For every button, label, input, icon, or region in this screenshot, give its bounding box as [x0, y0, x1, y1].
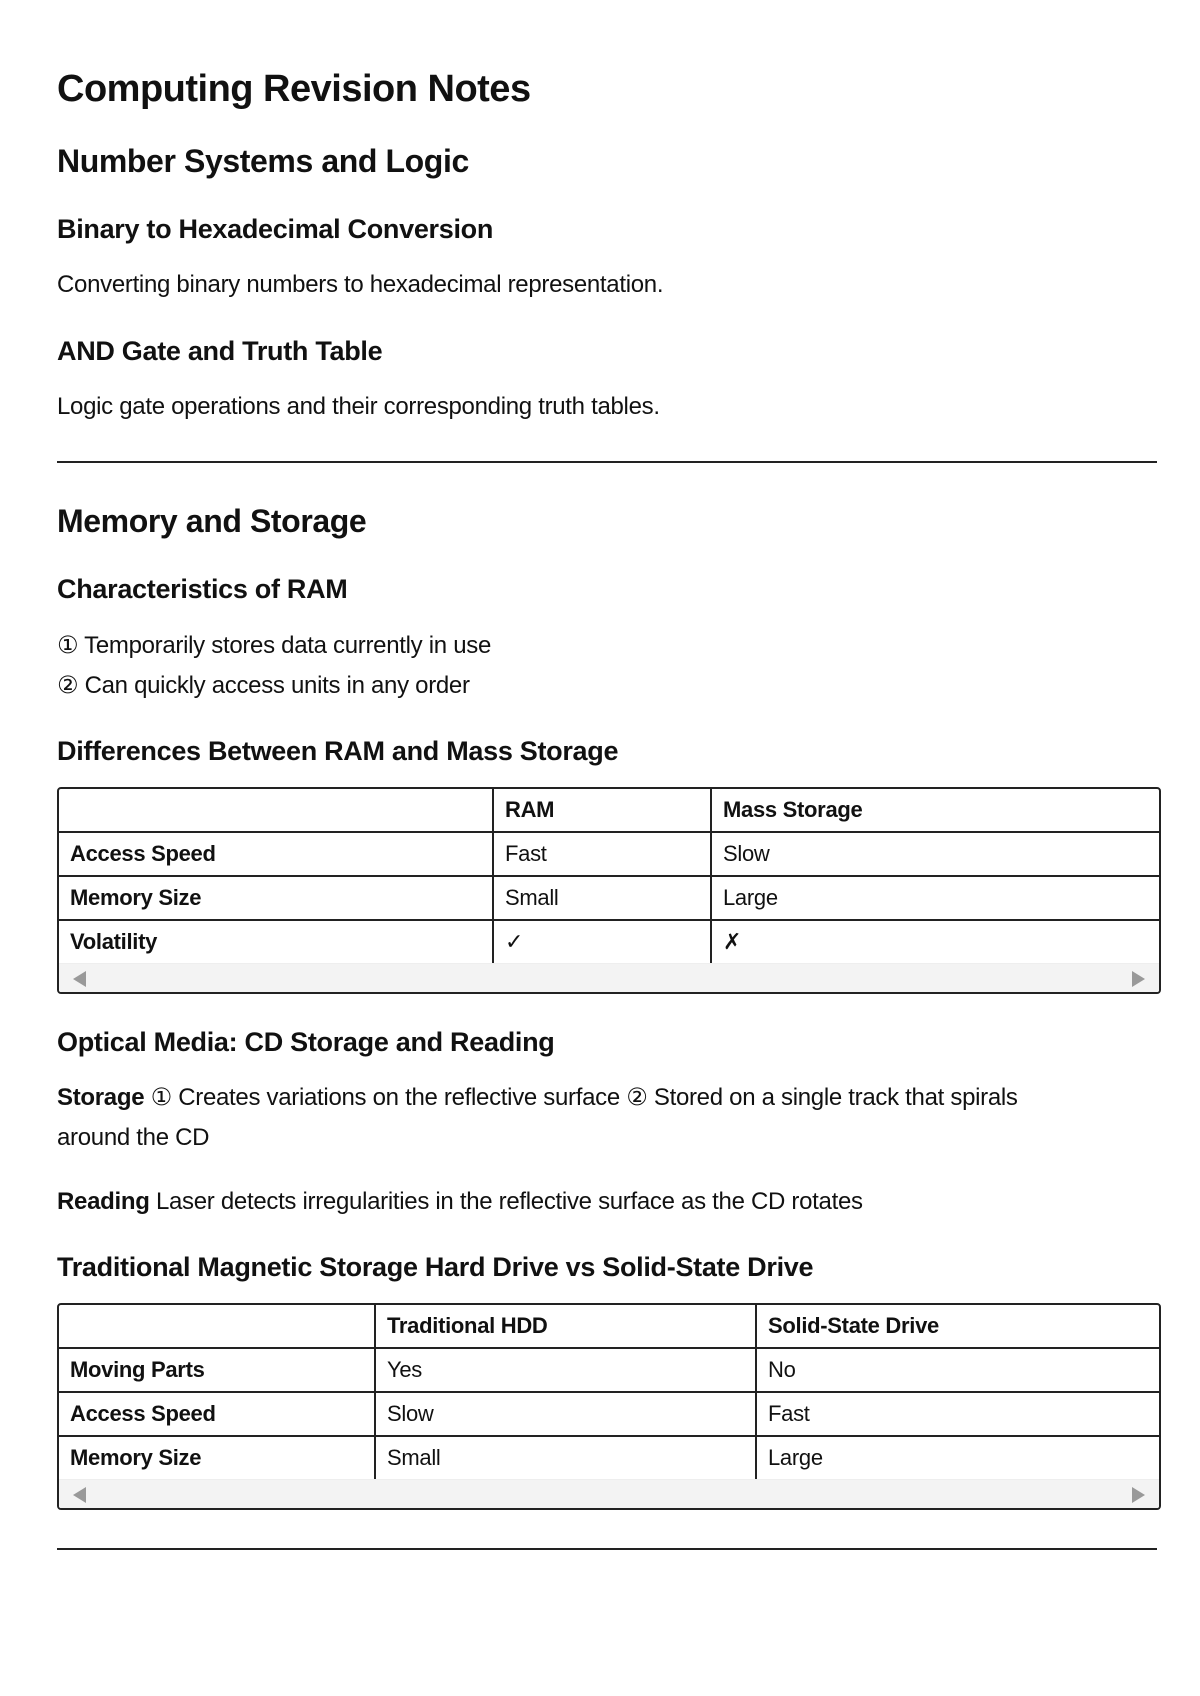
table-cell: Fast [493, 832, 711, 876]
table-row-header: Moving Parts [59, 1348, 375, 1392]
table-cell: Large [756, 1436, 1159, 1479]
table-cell: Large [711, 876, 1159, 920]
page-title: Computing Revision Notes [57, 68, 531, 110]
table-row [59, 1436, 1159, 1479]
reading-text: Laser detects irregularities in the reflective surface as the CD rotates [155, 1188, 863, 1215]
table-row [59, 876, 1159, 920]
table-cell: Yes [375, 1348, 756, 1392]
table-cell: ✗ [711, 920, 1159, 963]
subheading-hdd-vs-ssd: Traditional Magnetic Storage Hard Drive vs Solid-State Drive [57, 1252, 814, 1282]
table-header-cell: Solid-State Drive [756, 1305, 1159, 1348]
list-item: ② Can quickly access units in any order [57, 672, 470, 699]
table-header-row [59, 1305, 1159, 1348]
hdd-vs-ssd-table [57, 1303, 1161, 1510]
table-cell: Slow [711, 832, 1159, 876]
table-row [59, 1392, 1159, 1436]
table-row-header: Access Speed [59, 832, 493, 876]
table-cell: Small [375, 1436, 756, 1479]
scroll-left-icon[interactable] [73, 1487, 86, 1503]
horizontal-scrollbar[interactable] [59, 1479, 1159, 1508]
table-cell: Slow [375, 1392, 756, 1436]
table-header-row [59, 789, 1159, 832]
table-cell: No [756, 1348, 1159, 1392]
table-row [59, 1348, 1159, 1392]
table-row-header: Volatility [59, 920, 493, 963]
table-row [59, 920, 1159, 963]
list-item: ① Temporarily stores data currently in use [57, 632, 491, 659]
section-heading-memory-storage: Memory and Storage [57, 503, 367, 539]
ram-vs-mass-storage-table [57, 787, 1161, 994]
table-header-cell: RAM [493, 789, 711, 832]
paragraph-storage [57, 1083, 1018, 1112]
scroll-right-icon[interactable] [1132, 1487, 1145, 1503]
horizontal-scrollbar[interactable] [59, 963, 1159, 992]
table-row-header: Access Speed [59, 1392, 375, 1436]
table-row-header: Memory Size [59, 1436, 375, 1479]
divider [57, 461, 1157, 463]
section-heading-number-systems: Number Systems and Logic [57, 143, 469, 179]
table-row [59, 832, 1159, 876]
storage-label: Storage [57, 1084, 145, 1111]
subheading-ram-characteristics: Characteristics of RAM [57, 574, 348, 604]
scroll-right-icon[interactable] [1132, 971, 1145, 987]
table-cell: Fast [756, 1392, 1159, 1436]
subheading-and-gate: AND Gate and Truth Table [57, 336, 383, 366]
table-header-cell: Mass Storage [711, 789, 1159, 832]
paragraph-reading [57, 1188, 863, 1216]
storage-text: ① Creates variations on the reflective surface ② Stored on a single track that spirals [150, 1084, 1018, 1111]
subheading-optical-media: Optical Media: CD Storage and Reading [57, 1027, 555, 1057]
table-header-cell: Traditional HDD [375, 1305, 756, 1348]
divider [57, 1548, 1157, 1550]
reading-label: Reading [57, 1188, 150, 1215]
scroll-left-icon[interactable] [73, 971, 86, 987]
table-header-cell [59, 789, 493, 832]
subheading-binary-hex: Binary to Hexadecimal Conversion [57, 214, 494, 244]
paragraph-binary-hex: Converting binary numbers to hexadecimal representation. [57, 271, 664, 298]
storage-text-continued: around the CD [57, 1124, 210, 1151]
table-row-header: Memory Size [59, 876, 493, 920]
paragraph-and-gate: Logic gate operations and their corresponding truth tables. [57, 393, 660, 420]
subheading-ram-vs-mass-storage: Differences Between RAM and Mass Storage [57, 736, 619, 766]
table-header-cell [59, 1305, 375, 1348]
table-cell: ✓ [493, 920, 711, 963]
table-cell: Small [493, 876, 711, 920]
